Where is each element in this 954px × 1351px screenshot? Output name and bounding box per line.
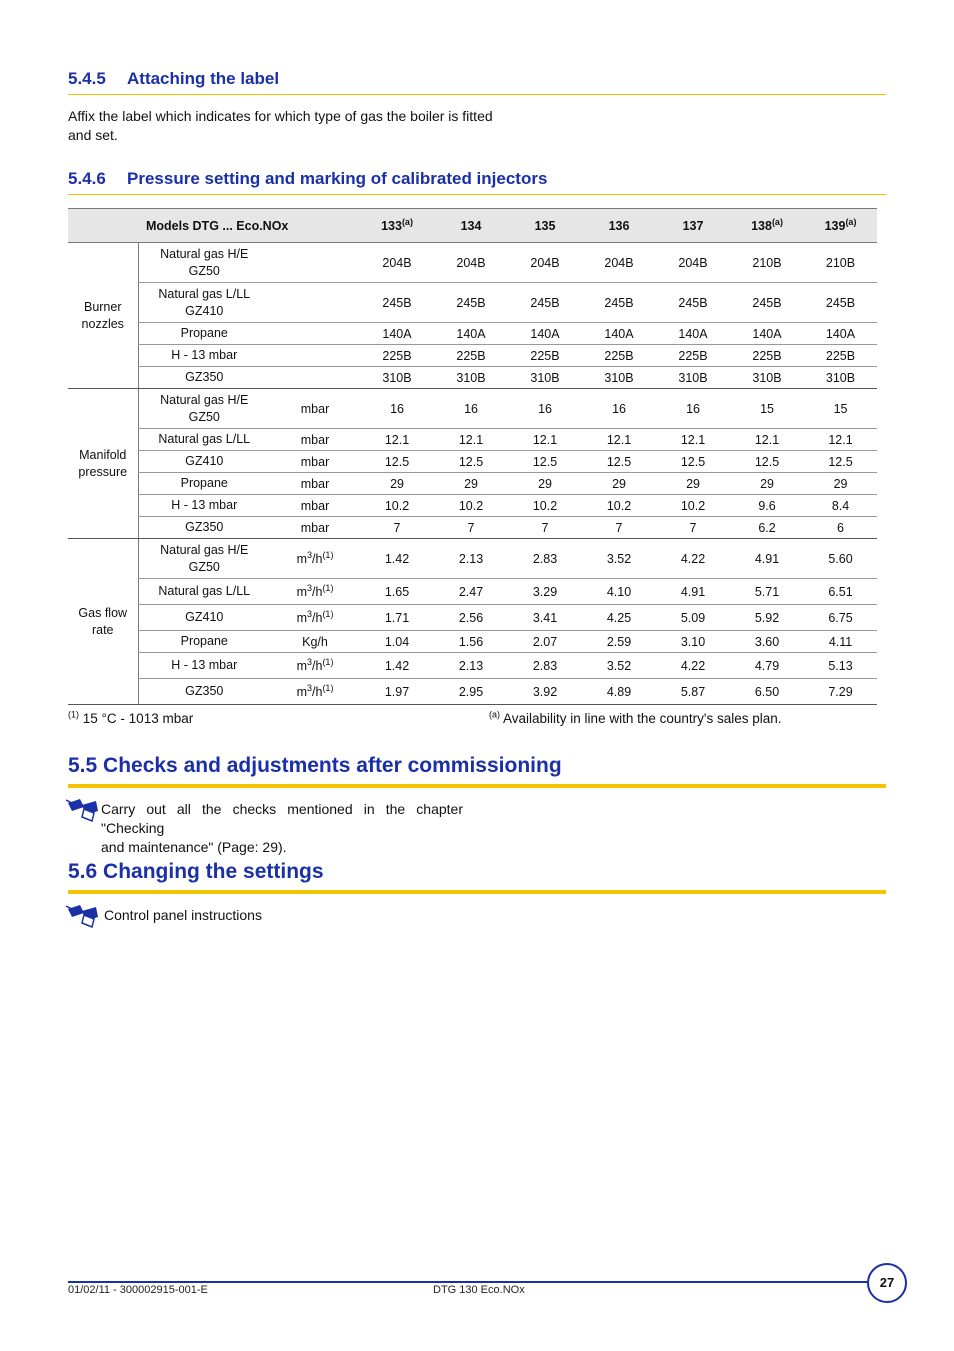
value-cell: 4.10 — [582, 579, 656, 605]
value-cell: 225B — [582, 345, 656, 367]
value-cell: 225B — [730, 345, 804, 367]
footer-doc-ref: 01/02/11 - 300002915-001-E — [68, 1284, 208, 1296]
unit-cell — [270, 243, 360, 283]
value-cell: 10.2 — [508, 495, 582, 517]
value-cell: 10.2 — [656, 495, 730, 517]
value-cell: 245B — [360, 283, 434, 323]
gas-type-cell: GZ410 — [138, 605, 270, 631]
value-cell: 1.97 — [360, 679, 434, 705]
value-cell: 5.71 — [730, 579, 804, 605]
table-row — [68, 653, 877, 679]
value-cell: 225B — [804, 345, 877, 367]
gas-type-cell: Natural gas H/E GZ50 — [138, 389, 270, 429]
value-cell: 245B — [656, 283, 730, 323]
unit-cell: $m^3/h^{(1)}$ — [270, 539, 360, 579]
value-cell: 5.60 — [804, 539, 877, 579]
gas-type-cell: H - 13 mbar — [138, 345, 270, 367]
value-cell: 10.2 — [582, 495, 656, 517]
section-55-heading: 5.5 Checks and adjustments after commissioning — [68, 754, 562, 777]
unit-cell: $m^3/h^{(1)}$ — [270, 653, 360, 679]
value-cell: 4.89 — [582, 679, 656, 705]
unit-cell: mbar — [270, 451, 360, 473]
value-cell: 12.5 — [804, 451, 877, 473]
value-cell: 4.22 — [656, 539, 730, 579]
value-cell: 140A — [582, 323, 656, 345]
table-row — [68, 283, 877, 323]
value-cell: 2.83 — [508, 653, 582, 679]
section-55-note — [101, 800, 463, 857]
table-row — [68, 389, 877, 429]
value-cell: 7 — [656, 517, 730, 539]
section-546-heading — [68, 169, 547, 189]
heading-rule — [68, 890, 886, 894]
value-cell: 8.4 — [804, 495, 877, 517]
gas-type-cell: GZ410 — [138, 451, 270, 473]
gas-type-cell: Propane — [138, 473, 270, 495]
value-cell: 210B — [804, 243, 877, 283]
table-row — [68, 579, 877, 605]
value-cell: 204B — [582, 243, 656, 283]
table-row — [68, 367, 877, 389]
value-cell: 15 — [804, 389, 877, 429]
table-row — [68, 539, 877, 579]
value-cell: 5.09 — [656, 605, 730, 631]
value-cell: 3.29 — [508, 579, 582, 605]
value-cell: 16 — [434, 389, 508, 429]
model-header: 139$^{(a)}$ — [804, 209, 877, 243]
value-cell: 6.51 — [804, 579, 877, 605]
value-cell: 225B — [656, 345, 730, 367]
table-row — [68, 345, 877, 367]
value-cell: 204B — [360, 243, 434, 283]
value-cell: 7 — [582, 517, 656, 539]
value-cell: 29 — [730, 473, 804, 495]
section-number: 5.4.6 — [68, 169, 106, 188]
value-cell: 140A — [656, 323, 730, 345]
value-cell: 3.52 — [582, 653, 656, 679]
value-cell: 29 — [804, 473, 877, 495]
value-cell: 225B — [434, 345, 508, 367]
gas-type-cell: Natural gas H/E GZ50 — [138, 243, 270, 283]
value-cell: 3.41 — [508, 605, 582, 631]
gas-type-cell: Natural gas L/LL — [138, 579, 270, 605]
value-cell: 3.60 — [730, 631, 804, 653]
gas-type-cell: Natural gas L/LL — [138, 429, 270, 451]
value-cell: 204B — [434, 243, 508, 283]
value-cell: 310B — [656, 367, 730, 389]
table-row — [68, 495, 877, 517]
table-row — [68, 451, 877, 473]
unit-cell: mbar — [270, 517, 360, 539]
value-cell: 12.5 — [582, 451, 656, 473]
book-reference-icon — [66, 903, 100, 934]
value-cell: 4.91 — [730, 539, 804, 579]
value-cell: 12.5 — [360, 451, 434, 473]
heading-rule — [68, 94, 886, 95]
unit-cell — [270, 283, 360, 323]
value-cell: 245B — [730, 283, 804, 323]
value-cell: 10.2 — [360, 495, 434, 517]
unit-cell: $m^3/h^{(1)}$ — [270, 679, 360, 705]
value-cell: 204B — [508, 243, 582, 283]
gas-type-cell: Propane — [138, 323, 270, 345]
value-cell: 4.79 — [730, 653, 804, 679]
body-line: and set. — [68, 127, 118, 143]
value-cell: 4.25 — [582, 605, 656, 631]
gas-type-cell: GZ350 — [138, 517, 270, 539]
value-cell: 29 — [434, 473, 508, 495]
value-cell: 7 — [508, 517, 582, 539]
unit-cell: mbar — [270, 473, 360, 495]
value-cell: 1.42 — [360, 539, 434, 579]
value-cell: 2.83 — [508, 539, 582, 579]
note-line: and maintenance" (Page: 29). — [101, 839, 287, 855]
value-cell: 10.2 — [434, 495, 508, 517]
table-header-row — [68, 209, 877, 243]
value-cell: 2.59 — [582, 631, 656, 653]
value-cell: 6.2 — [730, 517, 804, 539]
value-cell: 2.13 — [434, 539, 508, 579]
value-cell: 16 — [656, 389, 730, 429]
footnote-text: 15 °C - 1013 mbar — [82, 711, 194, 726]
model-header: 135 — [508, 209, 582, 243]
footnote-a — [489, 711, 782, 726]
unit-cell — [270, 367, 360, 389]
value-cell: 15 — [730, 389, 804, 429]
page-number: 27 — [867, 1263, 907, 1303]
table-row — [68, 517, 877, 539]
table-row — [68, 473, 877, 495]
value-cell: 29 — [656, 473, 730, 495]
value-cell: 12.1 — [804, 429, 877, 451]
group-label: Manifold pressure — [68, 389, 138, 539]
value-cell: 12.1 — [730, 429, 804, 451]
unit-cell — [270, 345, 360, 367]
value-cell: 7.29 — [804, 679, 877, 705]
gas-type-cell: GZ350 — [138, 367, 270, 389]
value-cell: 3.92 — [508, 679, 582, 705]
value-cell: 16 — [360, 389, 434, 429]
note-line: Carry out all the checks mentioned in the chapter "Checking — [101, 801, 463, 836]
section-56-heading: 5.6 Changing the settings — [68, 860, 324, 883]
value-cell: 6 — [804, 517, 877, 539]
section-56-note: Control panel instructions — [104, 907, 262, 923]
gas-type-cell: H - 13 mbar — [138, 495, 270, 517]
value-cell: 5.92 — [730, 605, 804, 631]
footnote-mark: (a) — [489, 709, 500, 720]
unit-cell: $m^3/h^{(1)}$ — [270, 579, 360, 605]
gas-type-cell: Propane — [138, 631, 270, 653]
value-cell: 1.71 — [360, 605, 434, 631]
table-row — [68, 679, 877, 705]
value-cell: 12.1 — [508, 429, 582, 451]
model-header: 137 — [656, 209, 730, 243]
value-cell: 12.5 — [730, 451, 804, 473]
value-cell: 12.1 — [656, 429, 730, 451]
value-cell: 140A — [804, 323, 877, 345]
section-545-heading — [68, 69, 279, 89]
value-cell: 12.1 — [360, 429, 434, 451]
unit-cell: mbar — [270, 495, 360, 517]
book-reference-icon — [66, 797, 100, 828]
value-cell: 16 — [582, 389, 656, 429]
value-cell: 2.56 — [434, 605, 508, 631]
unit-cell — [270, 323, 360, 345]
value-cell: 310B — [434, 367, 508, 389]
value-cell: 225B — [508, 345, 582, 367]
value-cell: 5.13 — [804, 653, 877, 679]
footnote-1 — [68, 711, 193, 726]
model-header: 133$^{(a)}$ — [360, 209, 434, 243]
unit-cell: mbar — [270, 389, 360, 429]
value-cell: 6.75 — [804, 605, 877, 631]
value-cell: 7 — [360, 517, 434, 539]
group-label: Gas flow rate — [68, 539, 138, 705]
gas-type-cell: H - 13 mbar — [138, 653, 270, 679]
value-cell: 29 — [582, 473, 656, 495]
value-cell: 5.87 — [656, 679, 730, 705]
value-cell: 7 — [434, 517, 508, 539]
value-cell: 6.50 — [730, 679, 804, 705]
heading-rule — [68, 784, 886, 788]
value-cell: 310B — [508, 367, 582, 389]
value-cell: 2.13 — [434, 653, 508, 679]
value-cell: 4.22 — [656, 653, 730, 679]
value-cell: 4.11 — [804, 631, 877, 653]
value-cell: 9.6 — [730, 495, 804, 517]
injector-settings-table — [68, 208, 877, 705]
value-cell: 3.10 — [656, 631, 730, 653]
section-number: 5.4.5 — [68, 69, 106, 88]
model-header: 134 — [434, 209, 508, 243]
value-cell: 29 — [360, 473, 434, 495]
value-cell: 245B — [582, 283, 656, 323]
value-cell: 1.56 — [434, 631, 508, 653]
value-cell: 140A — [434, 323, 508, 345]
value-cell: 2.95 — [434, 679, 508, 705]
value-cell: 12.5 — [508, 451, 582, 473]
table-row — [68, 631, 877, 653]
gas-type-cell: GZ350 — [138, 679, 270, 705]
value-cell: 12.5 — [434, 451, 508, 473]
value-cell: 210B — [730, 243, 804, 283]
value-cell: 310B — [804, 367, 877, 389]
value-cell: 140A — [508, 323, 582, 345]
value-cell: 1.65 — [360, 579, 434, 605]
unit-cell: $m^3/h^{(1)}$ — [270, 605, 360, 631]
value-cell: 2.07 — [508, 631, 582, 653]
value-cell: 1.04 — [360, 631, 434, 653]
section-title: Pressure setting and marking of calibrated injectors — [127, 169, 548, 188]
model-header: 138$^{(a)}$ — [730, 209, 804, 243]
value-cell: 245B — [508, 283, 582, 323]
value-cell: 12.5 — [656, 451, 730, 473]
footnote-mark: (1) — [68, 709, 79, 720]
footer-rule — [68, 1281, 868, 1283]
value-cell: 225B — [360, 345, 434, 367]
gas-type-cell: Natural gas L/LL GZ410 — [138, 283, 270, 323]
value-cell: 3.52 — [582, 539, 656, 579]
footer-product: DTG 130 Eco.NOx — [433, 1284, 525, 1296]
unit-cell: mbar — [270, 429, 360, 451]
group-label: Burner nozzles — [68, 243, 138, 389]
value-cell: 310B — [582, 367, 656, 389]
table-row — [68, 605, 877, 631]
value-cell: 310B — [730, 367, 804, 389]
value-cell: 29 — [508, 473, 582, 495]
table-row — [68, 323, 877, 345]
value-cell: 245B — [434, 283, 508, 323]
value-cell: 12.1 — [434, 429, 508, 451]
value-cell: 12.1 — [582, 429, 656, 451]
table-row — [68, 243, 877, 283]
value-cell: 140A — [360, 323, 434, 345]
body-line: Affix the label which indicates for which type of gas the boiler is fitted — [68, 108, 493, 124]
table-row — [68, 429, 877, 451]
value-cell: 245B — [804, 283, 877, 323]
value-cell: 1.42 — [360, 653, 434, 679]
model-header: 136 — [582, 209, 656, 243]
section-title: Attaching the label — [127, 69, 280, 88]
section-545-body — [68, 107, 493, 145]
value-cell: 140A — [730, 323, 804, 345]
value-cell: 2.47 — [434, 579, 508, 605]
models-header: Models DTG ... Eco.NOx — [138, 209, 360, 243]
value-cell: 16 — [508, 389, 582, 429]
heading-rule — [68, 194, 886, 195]
value-cell: 204B — [656, 243, 730, 283]
gas-type-cell: Natural gas H/E GZ50 — [138, 539, 270, 579]
footnote-text: Availability in line with the country's sales plan. — [503, 711, 782, 726]
unit-cell: Kg/h — [270, 631, 360, 653]
value-cell: 310B — [360, 367, 434, 389]
value-cell: 4.91 — [656, 579, 730, 605]
